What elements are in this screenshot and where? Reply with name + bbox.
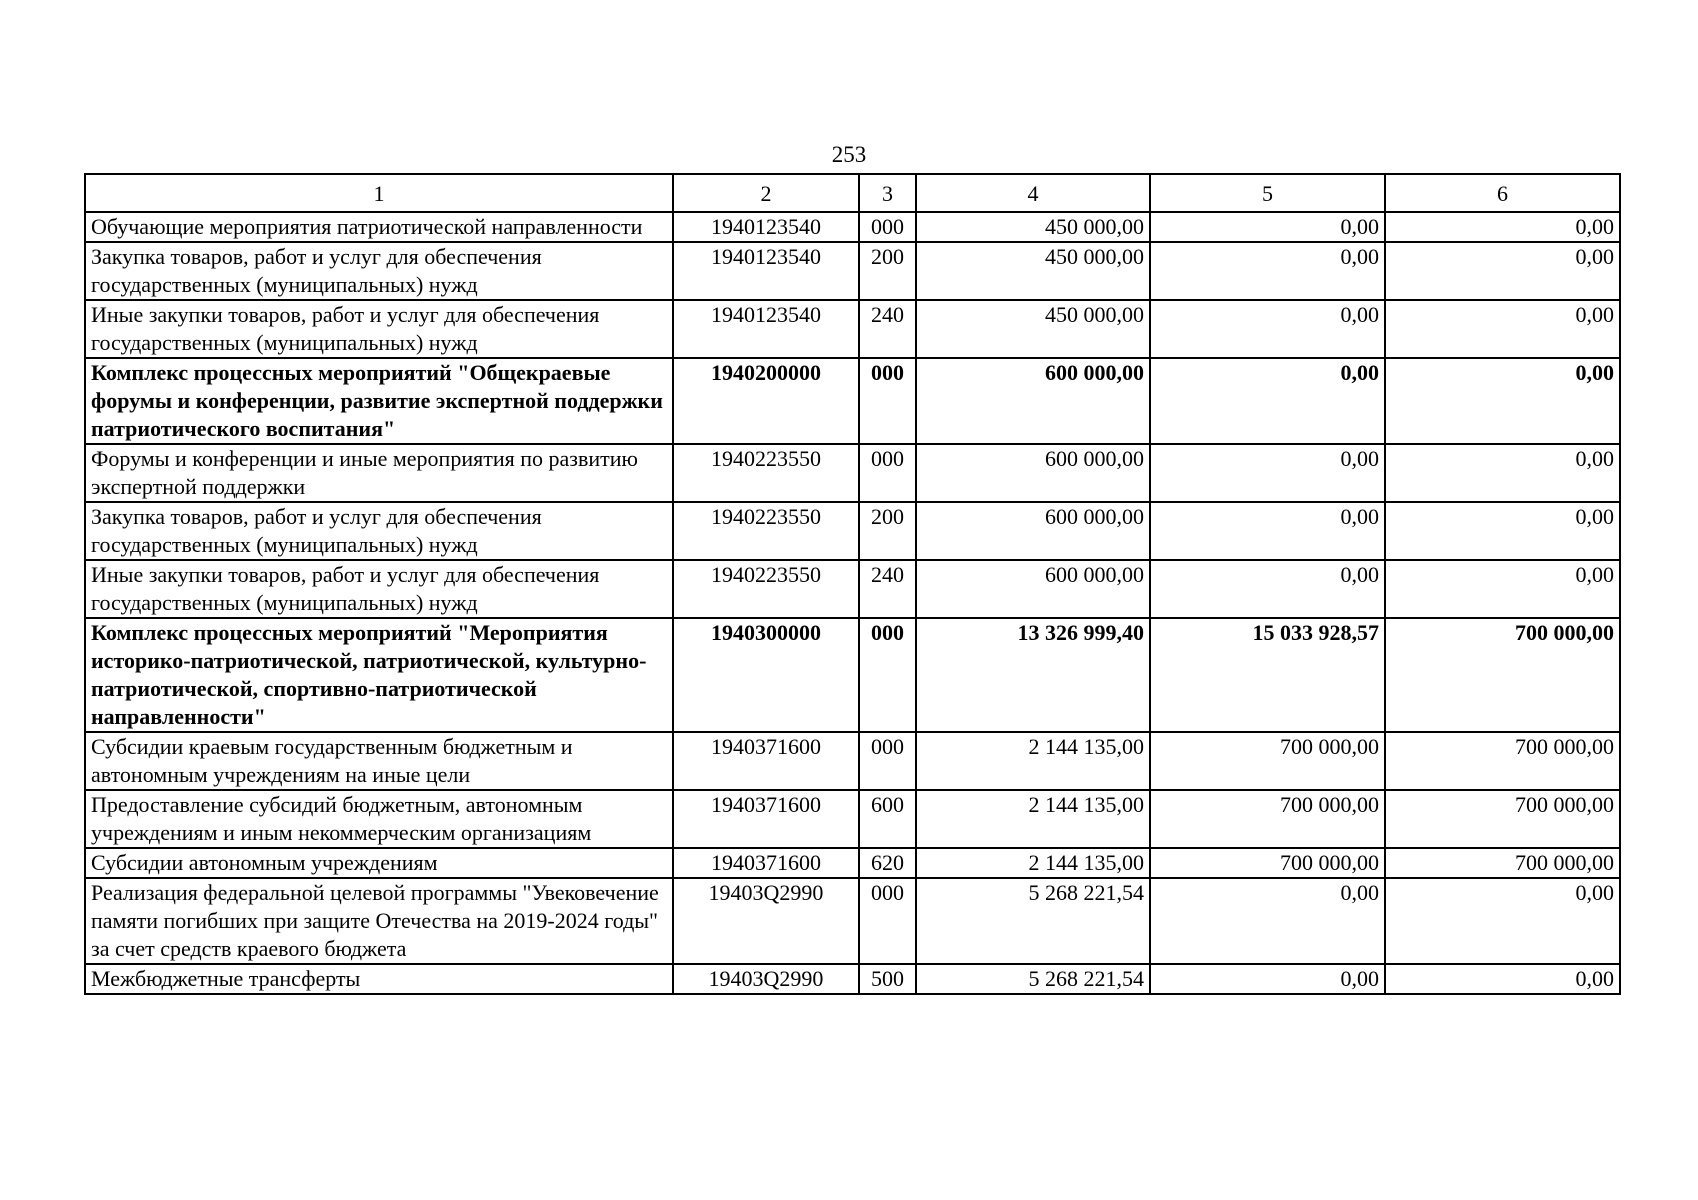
row-amount-col5-cell: 0,00 — [1150, 502, 1385, 560]
row-code-cell: 19403Q2990 — [673, 878, 859, 964]
row-type-cell: 000 — [859, 212, 916, 242]
table-row — [85, 212, 1620, 242]
row-code-cell: 1940123540 — [673, 212, 859, 242]
row-amount-col4-cell: 5 268 221,54 — [916, 964, 1150, 994]
row-amount-col5-cell: 15 033 928,57 — [1150, 618, 1385, 732]
row-amount-col5-cell: 0,00 — [1150, 878, 1385, 964]
table-row — [85, 300, 1620, 358]
row-name-cell: Закупка товаров, работ и услуг для обеспечения государственных (муниципальных) нужд — [85, 502, 673, 560]
column-header: 5 — [1150, 174, 1385, 212]
table-body — [85, 212, 1620, 994]
row-code-cell: 1940200000 — [673, 358, 859, 444]
row-amount-col6-cell: 0,00 — [1385, 444, 1620, 502]
row-amount-col6-cell: 700 000,00 — [1385, 848, 1620, 878]
row-amount-col4-cell: 2 144 135,00 — [916, 848, 1150, 878]
row-amount-col6-cell: 0,00 — [1385, 502, 1620, 560]
row-amount-col5-cell: 0,00 — [1150, 964, 1385, 994]
row-name-cell: Предоставление субсидий бюджетным, автономным учреждениям и иным некоммерческим организациям — [85, 790, 673, 848]
table-row — [85, 444, 1620, 502]
row-amount-col5-cell: 0,00 — [1150, 300, 1385, 358]
header-row — [85, 174, 1620, 212]
row-code-cell: 1940223550 — [673, 560, 859, 618]
row-amount-col6-cell: 0,00 — [1385, 358, 1620, 444]
row-type-cell: 500 — [859, 964, 916, 994]
row-amount-col6-cell: 0,00 — [1385, 560, 1620, 618]
row-amount-col5-cell: 700 000,00 — [1150, 848, 1385, 878]
row-amount-col4-cell: 600 000,00 — [916, 444, 1150, 502]
row-amount-col5-cell: 0,00 — [1150, 358, 1385, 444]
column-header: 2 — [673, 174, 859, 212]
row-code-cell: 19403Q2990 — [673, 964, 859, 994]
row-code-cell: 1940371600 — [673, 848, 859, 878]
row-type-cell: 000 — [859, 732, 916, 790]
row-code-cell: 1940300000 — [673, 618, 859, 732]
row-amount-col5-cell: 0,00 — [1150, 212, 1385, 242]
row-code-cell: 1940223550 — [673, 444, 859, 502]
row-type-cell: 620 — [859, 848, 916, 878]
table-row — [85, 878, 1620, 964]
page-number: 253 — [831, 142, 867, 167]
row-type-cell: 200 — [859, 242, 916, 300]
row-amount-col6-cell: 0,00 — [1385, 212, 1620, 242]
row-amount-col5-cell: 0,00 — [1150, 242, 1385, 300]
column-header: 1 — [85, 174, 673, 212]
column-header: 6 — [1385, 174, 1620, 212]
row-amount-col4-cell: 450 000,00 — [916, 242, 1150, 300]
table-row — [85, 618, 1620, 732]
row-amount-col4-cell: 13 326 999,40 — [916, 618, 1150, 732]
row-name-cell: Субсидии краевым государственным бюджетным и автономным учреждениям на иные цели — [85, 732, 673, 790]
row-amount-col4-cell: 2 144 135,00 — [916, 790, 1150, 848]
row-amount-col5-cell: 0,00 — [1150, 444, 1385, 502]
row-name-cell: Закупка товаров, работ и услуг для обеспечения государственных (муниципальных) нужд — [85, 242, 673, 300]
row-amount-col6-cell: 700 000,00 — [1385, 790, 1620, 848]
row-type-cell: 600 — [859, 790, 916, 848]
column-header: 4 — [916, 174, 1150, 212]
row-amount-col4-cell: 600 000,00 — [916, 560, 1150, 618]
row-type-cell: 000 — [859, 358, 916, 444]
table-row — [85, 848, 1620, 878]
row-amount-col4-cell: 450 000,00 — [916, 300, 1150, 358]
budget-table — [84, 173, 1621, 995]
row-amount-col6-cell: 0,00 — [1385, 878, 1620, 964]
table-row — [85, 358, 1620, 444]
row-amount-col6-cell: 700 000,00 — [1385, 618, 1620, 732]
row-amount-col6-cell: 700 000,00 — [1385, 732, 1620, 790]
table-row — [85, 790, 1620, 848]
table-row — [85, 732, 1620, 790]
table-row — [85, 560, 1620, 618]
row-amount-col4-cell: 450 000,00 — [916, 212, 1150, 242]
row-name-cell: Комплекс процессных мероприятий "Мероприятия историко-патриотической, патриотической, культурно-патриотической, спортивно-патриотической направленности" — [85, 618, 673, 732]
row-amount-col4-cell: 2 144 135,00 — [916, 732, 1150, 790]
row-amount-col4-cell: 600 000,00 — [916, 502, 1150, 560]
row-amount-col5-cell: 0,00 — [1150, 560, 1385, 618]
row-name-cell: Субсидии автономным учреждениям — [85, 848, 673, 878]
row-type-cell: 240 — [859, 560, 916, 618]
row-code-cell: 1940371600 — [673, 790, 859, 848]
row-type-cell: 240 — [859, 300, 916, 358]
row-type-cell: 000 — [859, 618, 916, 732]
row-name-cell: Иные закупки товаров, работ и услуг для обеспечения государственных (муниципальных) нужд — [85, 560, 673, 618]
row-name-cell: Межбюджетные трансферты — [85, 964, 673, 994]
row-type-cell: 000 — [859, 444, 916, 502]
row-amount-col4-cell: 5 268 221,54 — [916, 878, 1150, 964]
row-code-cell: 1940123540 — [673, 300, 859, 358]
row-name-cell: Обучающие мероприятия патриотической направленности — [85, 212, 673, 242]
row-amount-col4-cell: 600 000,00 — [916, 358, 1150, 444]
row-name-cell: Форумы и конференции и иные мероприятия по развитию экспертной поддержки — [85, 444, 673, 502]
row-type-cell: 200 — [859, 502, 916, 560]
row-amount-col5-cell: 700 000,00 — [1150, 790, 1385, 848]
table-row — [85, 502, 1620, 560]
row-amount-col6-cell: 0,00 — [1385, 242, 1620, 300]
table-row — [85, 242, 1620, 300]
column-header: 3 — [859, 174, 916, 212]
row-name-cell: Комплекс процессных мероприятий "Общекраевые форумы и конференции, развитие экспертной поддержки патриотического воспитания" — [85, 358, 673, 444]
table-row — [85, 964, 1620, 994]
row-code-cell: 1940371600 — [673, 732, 859, 790]
row-name-cell: Реализация федеральной целевой программы "Увековечение памяти погибших при защите Отечества на 2019-2024 годы" за счет средств краевого бюджета — [85, 878, 673, 964]
row-amount-col5-cell: 700 000,00 — [1150, 732, 1385, 790]
row-code-cell: 1940223550 — [673, 502, 859, 560]
row-amount-col6-cell: 0,00 — [1385, 300, 1620, 358]
row-code-cell: 1940123540 — [673, 242, 859, 300]
row-name-cell: Иные закупки товаров, работ и услуг для обеспечения государственных (муниципальных) нужд — [85, 300, 673, 358]
row-type-cell: 000 — [859, 878, 916, 964]
row-amount-col6-cell: 0,00 — [1385, 964, 1620, 994]
